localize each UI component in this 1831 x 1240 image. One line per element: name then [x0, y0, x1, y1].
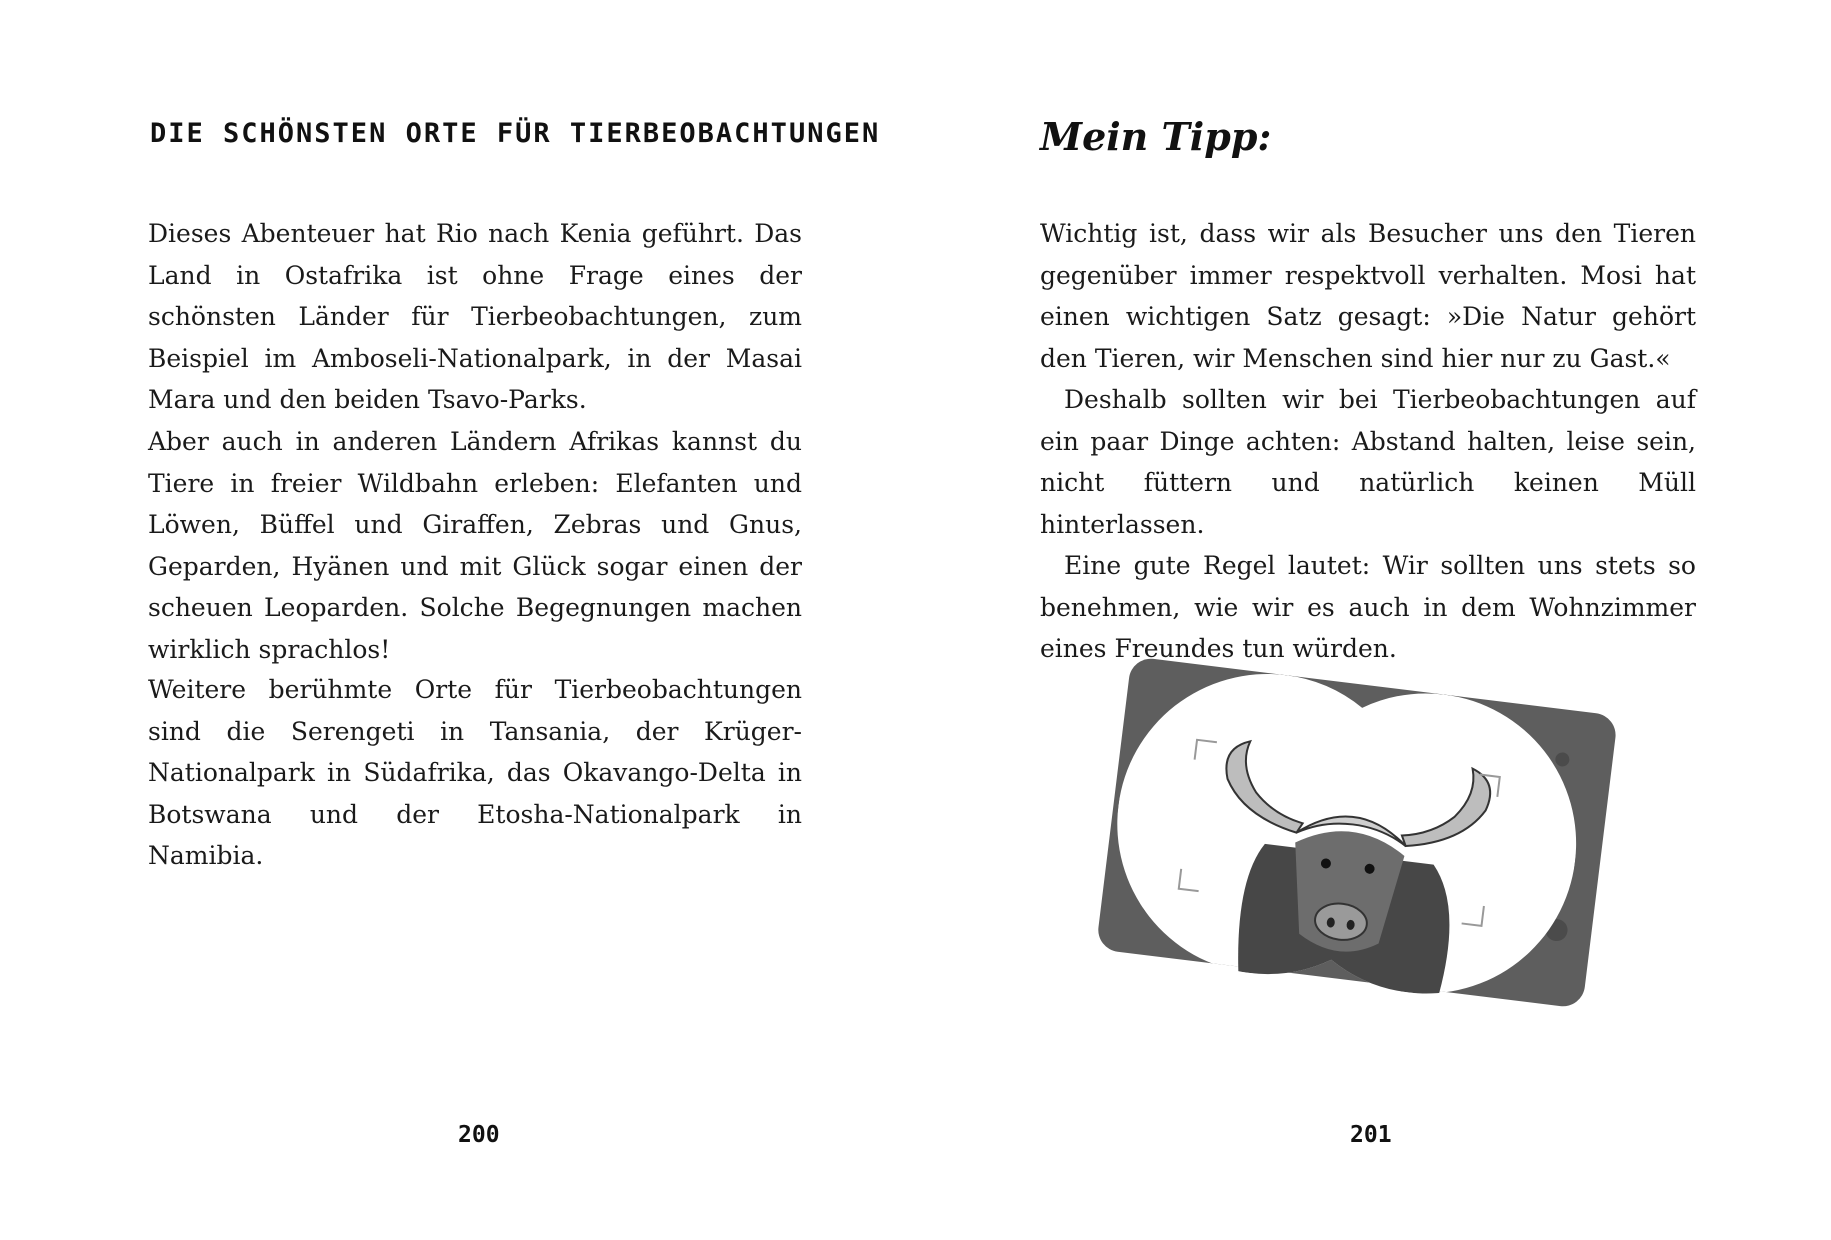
right-text-block [1040, 213, 1696, 670]
page-number-left: 200 [458, 1122, 500, 1148]
left-paragraph-3 [148, 669, 802, 877]
left-page-heading: DIE SCHÖNSTEN ORTE FÜR TIERBEOBACHTUNGEN [150, 118, 881, 149]
page-number-right: 201 [1350, 1122, 1392, 1148]
buffalo-binocular-view-icon [1092, 645, 1622, 1020]
left-paragraph-2 [148, 421, 802, 670]
paragraph-text: Eine gute Regel lautet: Wir sollten uns stets so benehmen, wie wir es auch in dem Wohnzimmer eines Freundes tun würden. [1040, 551, 1696, 663]
paragraph-text: Aber auch in anderen Ländern Afrikas kannst du Tiere in freier Wildbahn erleben: Elefanten und Löwen, Büffel und Giraffen, Zebras und Gnus, Geparden, Hyänen und mit Glück sogar einen der scheuen Leoparden. Solche Begegnungen machen wirklich sprachlos! [148, 427, 802, 664]
buffalo-illustration [1092, 645, 1622, 1020]
left-paragraph-1 [148, 213, 802, 421]
right-page-heading: Mein Tipp: [1040, 114, 1272, 159]
paragraph-text: Dieses Abenteuer hat Rio nach Kenia geführt. Das Land in Ostafrika ist ohne Frage eines der schönsten Länder für Tierbeobachtungen, zum Beispiel im Amboseli-Nationalpark, in der Masai Mara und den beiden Tsavo-Parks. [148, 219, 802, 414]
left-page [0, 0, 915, 1240]
paragraph-text: Deshalb sollten wir bei Tierbeobachtungen auf ein paar Dinge achten: Abstand halten, leise sein, nicht füttern und natürlich keinen Müll hinterlassen. [1040, 385, 1696, 539]
right-page [915, 0, 1830, 1240]
paragraph-text: Wichtig ist, dass wir als Besucher uns den Tieren gegenüber immer respektvoll verhalten. Mosi hat einen wichtigen Satz gesagt: »Die Natur gehört den Tieren, wir Menschen sind hier nur zu Gast.« [1040, 219, 1696, 373]
paragraph-text: Weitere berühmte Orte für Tierbeobachtungen sind die Serengeti in Tansania, der Krüger-Nationalpark in Südafrika, das Okavango-Delta in Botswana und der Etosha-Nationalpark in Namibia. [148, 675, 802, 870]
